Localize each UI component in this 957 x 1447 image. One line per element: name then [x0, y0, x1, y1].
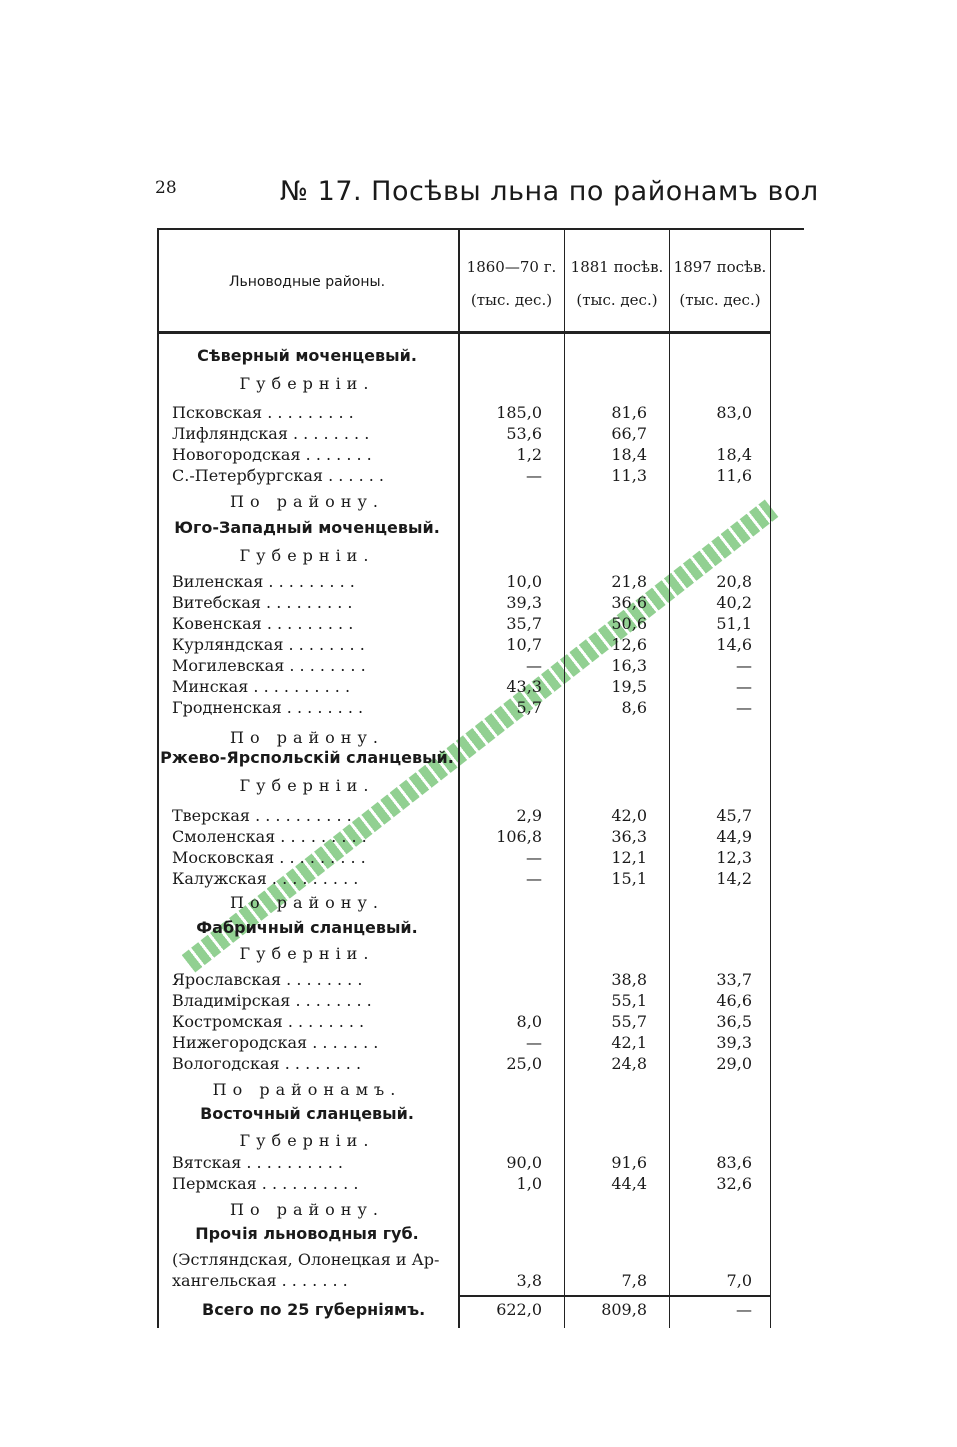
row-value-col3: 32,6 [716, 1174, 752, 1193]
row-value-col2: 15,1 [611, 869, 647, 888]
row-value-col1: 35,7 [506, 614, 542, 633]
row-value-col3: 14,6 [716, 635, 752, 654]
row-value-col2: 81,6 [611, 403, 647, 422]
row-value-col2: 16,3 [611, 656, 647, 675]
table-row [157, 1054, 804, 1075]
row-value-col3: 39,3 [716, 1033, 752, 1052]
row-value-col3: 29,0 [716, 1054, 752, 1073]
row-name: хангельская . . . . . . . [172, 1271, 348, 1290]
row-value-col2: 11,3 [611, 466, 647, 485]
row-name: Нижегородская . . . . . . . [172, 1033, 379, 1052]
row-value-col3: — [736, 656, 752, 675]
section-heading [157, 1224, 804, 1245]
row-value-col1: — [526, 466, 542, 485]
row-name: С.-Петербургская . . . . . . [172, 466, 385, 485]
table-row [157, 466, 804, 487]
header-col3-line2: (тыс. дес.) [679, 291, 761, 309]
sub-text: Губернiи. [239, 1131, 375, 1150]
row-value-col2: 42,0 [611, 806, 647, 825]
row-value-col2: 8,6 [621, 698, 647, 717]
section-heading [157, 518, 804, 539]
row-value-col2: 36,6 [611, 593, 647, 612]
row-value-col3: 83,0 [716, 403, 752, 422]
row-value-col2: 38,8 [611, 970, 647, 989]
row-value-col1: 106,8 [496, 827, 542, 846]
table-row [157, 593, 804, 614]
total-col2: 809,8 [601, 1300, 647, 1319]
subheading [157, 944, 804, 965]
table-row [157, 848, 804, 869]
row-value-col3: 11,6 [716, 466, 752, 485]
table-row [157, 1271, 804, 1292]
row-value-col3: 14,2 [716, 869, 752, 888]
page-number: 28 [155, 178, 177, 198]
data-table [157, 228, 804, 1328]
row-value-col2: 42,1 [611, 1033, 647, 1052]
row-value-col3: 20,8 [716, 572, 752, 591]
row-value-col1: 43,3 [506, 677, 542, 696]
sub-text: Губернiи. [239, 546, 375, 565]
header-border [157, 331, 771, 334]
sub-text: По району. [230, 492, 384, 511]
row-value-col1: 5,7 [516, 698, 542, 717]
subheading [157, 1080, 804, 1101]
section-heading [157, 918, 804, 939]
row-value-col3: 7,0 [726, 1271, 752, 1290]
header-col1-line1: 1860—70 г. [466, 258, 557, 276]
row-value-col1: 2,9 [516, 806, 542, 825]
header-col1-line2: (тыс. дес.) [470, 291, 553, 309]
table-row [157, 1012, 804, 1033]
subheading [157, 1200, 804, 1221]
header-col2-line1: 1881 посѣв. [570, 258, 664, 276]
table-title: № 17. Посѣвы льна по районамъ вол [280, 176, 819, 207]
table-row [157, 991, 804, 1012]
section-heading [157, 748, 804, 769]
header-regions: Льноводные районы. [228, 274, 386, 290]
row-value-col1: 39,3 [506, 593, 542, 612]
total-row [157, 1300, 804, 1321]
row-value-col3: 33,7 [716, 970, 752, 989]
subheading [157, 546, 804, 567]
header-col2-line2: (тыс. дес.) [576, 291, 658, 309]
row-value-col2: 66,7 [611, 424, 647, 443]
table-row [157, 677, 804, 698]
section-text: Прочія льноводныя губ. [195, 1224, 419, 1243]
top-border [157, 228, 804, 230]
table-row [157, 1174, 804, 1195]
table-row [157, 970, 804, 991]
row-value-col1: — [526, 848, 542, 867]
section-text: Ржево-Ярспольскій сланцевый. [160, 748, 454, 767]
row-value-col2: 21,8 [611, 572, 647, 591]
row-name: Пермская . . . . . . . . . . [172, 1174, 359, 1193]
row-value-col1: 3,8 [516, 1271, 542, 1290]
table-row [157, 1033, 804, 1054]
row-value-col2: 55,7 [611, 1012, 647, 1031]
row-name: Гродненская . . . . . . . . [172, 698, 364, 717]
row-value-col2: 36,3 [611, 827, 647, 846]
row-value-col3: 12,3 [716, 848, 752, 867]
total-col1: 622,0 [496, 1300, 542, 1319]
table-row [157, 403, 804, 424]
row-value-col2: 55,1 [611, 991, 647, 1010]
table-row [157, 572, 804, 593]
row-value-col3: 45,7 [716, 806, 752, 825]
row-name: Виленская . . . . . . . . . [172, 572, 355, 591]
row-name: Курляндская . . . . . . . . [172, 635, 365, 654]
row-value-col2: 19,5 [611, 677, 647, 696]
table-row [157, 698, 804, 719]
row-name: Вологодская . . . . . . . . [172, 1054, 362, 1073]
row-value-col2: 24,8 [611, 1054, 647, 1073]
row-value-col3: 40,2 [716, 593, 752, 612]
row-value-col3: — [736, 677, 752, 696]
total-col3: — [736, 1300, 752, 1319]
row-value-col2: 7,8 [621, 1271, 647, 1290]
sub-text: Губернiи. [239, 776, 375, 795]
row-name: Лифляндская . . . . . . . . [172, 424, 370, 443]
row-value-col1: 90,0 [506, 1153, 542, 1172]
subheading [157, 728, 804, 749]
row-value-col2: 91,6 [611, 1153, 647, 1172]
row-value-col1: 1,0 [516, 1174, 542, 1193]
row-name: Ковенская . . . . . . . . . [172, 614, 354, 633]
subheading [157, 374, 804, 395]
continuation-line [157, 1250, 804, 1271]
row-value-col1: 8,0 [516, 1012, 542, 1031]
row-value-col2: 44,4 [611, 1174, 647, 1193]
row-name: Витебская . . . . . . . . . [172, 593, 353, 612]
row-name: Тверская . . . . . . . . . . [172, 806, 352, 825]
subheading [157, 492, 804, 513]
section-text: Юго-Западный моченцевый. [174, 518, 440, 537]
row-name: Владимірская . . . . . . . . [172, 991, 372, 1010]
table-row [157, 827, 804, 848]
table-row [157, 635, 804, 656]
section-heading [157, 1104, 804, 1125]
row-value-col1: 185,0 [496, 403, 542, 422]
row-value-col1: 25,0 [506, 1054, 542, 1073]
row-name: Новогородская . . . . . . . [172, 445, 372, 464]
table-row [157, 445, 804, 466]
row-value-col2: 50,6 [611, 614, 647, 633]
sub-text: По району. [230, 728, 384, 747]
row-name: Ярославская . . . . . . . . [172, 970, 363, 989]
row-value-col2: 12,1 [611, 848, 647, 867]
row-value-col2: 12,6 [611, 635, 647, 654]
sub-text: По районамъ. [212, 1080, 402, 1099]
row-name: Костромская . . . . . . . . [172, 1012, 365, 1031]
row-value-col3: 36,5 [716, 1012, 752, 1031]
sub-text: Губернiи. [239, 944, 375, 963]
plain-text: (Эстляндская, Олонецкая и Ар- [172, 1250, 440, 1269]
row-value-col1: — [526, 656, 542, 675]
subheading [157, 776, 804, 797]
total-label: Всего по 25 губерніямъ. [202, 1300, 426, 1319]
section-text: Сѣверный моченцевый. [197, 346, 417, 365]
row-value-col1: 10,0 [506, 572, 542, 591]
table-row [157, 869, 804, 890]
table-row [157, 614, 804, 635]
row-value-col1: — [526, 1033, 542, 1052]
table-row [157, 806, 804, 827]
section-heading [157, 346, 804, 367]
row-name: Могилевская . . . . . . . . [172, 656, 366, 675]
row-value-col1: 10,7 [506, 635, 542, 654]
row-value-col3: 44,9 [716, 827, 752, 846]
header-col3-line1: 1897 посѣв. [673, 258, 767, 276]
row-value-col3: 18,4 [716, 445, 752, 464]
table-row [157, 1153, 804, 1174]
section-text: Восточный сланцевый. [200, 1104, 414, 1123]
subheading [157, 1131, 804, 1152]
row-name: Псковская . . . . . . . . . [172, 403, 354, 422]
row-name: Калужская . . . . . . . . . [172, 869, 359, 888]
row-value-col1: 53,6 [506, 424, 542, 443]
row-name: Минская . . . . . . . . . . [172, 677, 351, 696]
row-value-col1: 1,2 [516, 445, 542, 464]
row-value-col3: 46,6 [716, 991, 752, 1010]
row-name: Московская . . . . . . . . . [172, 848, 366, 867]
row-name: Вятская . . . . . . . . . . [172, 1153, 344, 1172]
row-value-col3: 83,6 [716, 1153, 752, 1172]
row-value-col2: 18,4 [611, 445, 647, 464]
row-value-col1: — [526, 869, 542, 888]
sub-text: Губернiи. [239, 374, 375, 393]
row-value-col3: — [736, 698, 752, 717]
total-border [458, 1295, 771, 1297]
row-value-col3: 51,1 [716, 614, 752, 633]
section-text: Фабричный сланцевый. [196, 918, 418, 937]
sub-text: По району. [230, 893, 384, 912]
sub-text: По району. [230, 1200, 384, 1219]
table-row [157, 656, 804, 677]
row-name: Смоленская . . . . . . . . . [172, 827, 367, 846]
subheading [157, 893, 804, 914]
table-row [157, 424, 804, 445]
